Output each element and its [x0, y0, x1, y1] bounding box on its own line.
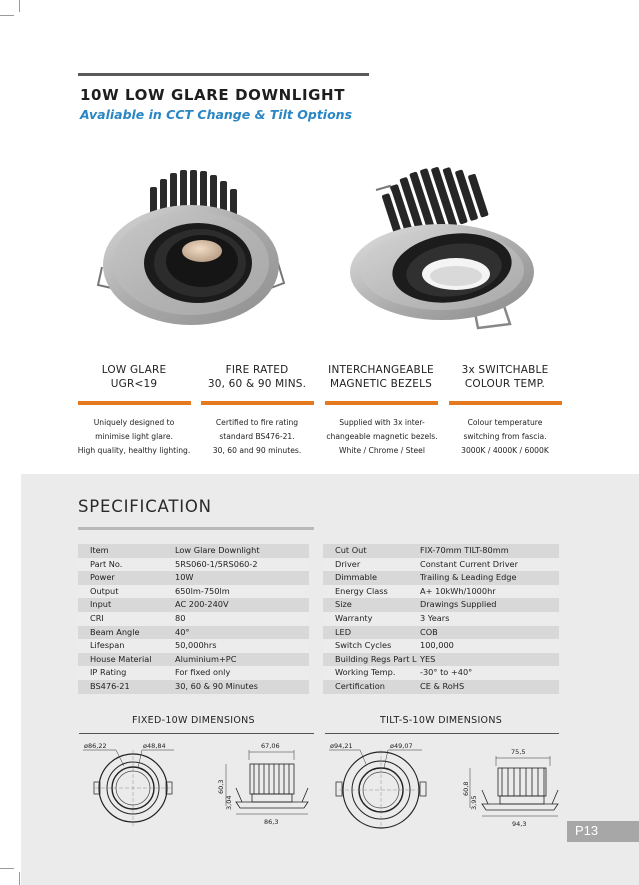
fixed-base-width-label: 86,3 — [264, 818, 279, 826]
feature-title-fire-rated — [199, 363, 315, 391]
feature-title-low-glare — [76, 363, 192, 391]
spec-key: Building Regs Part L — [335, 653, 417, 664]
spec-value: YES — [420, 653, 436, 664]
spec-value: AC 200-240V — [175, 599, 229, 610]
feature-desc-line: switching from fascia. — [463, 432, 547, 441]
spec-value: -30° to +40° — [420, 667, 473, 678]
feature-description — [71, 416, 197, 458]
table-row — [323, 626, 559, 640]
table-row — [78, 544, 309, 558]
table-row — [78, 571, 309, 585]
table-row — [323, 558, 559, 572]
table-row — [323, 680, 559, 694]
feature-title-bezels — [323, 363, 439, 391]
table-row — [78, 626, 309, 640]
crop-mark — [0, 868, 14, 869]
feature-title-line: FIRE RATED — [225, 364, 289, 376]
spec-key: IP Rating — [90, 667, 127, 678]
spec-table-right — [323, 544, 559, 694]
page-title: 10W LOW GLARE DOWNLIGHT — [80, 86, 346, 104]
feature-desc-line: High quality, healthy lighting. — [77, 446, 191, 455]
feature-desc-line: 3000K / 4000K / 6000K — [461, 446, 549, 455]
spec-value: 650lm-750lm — [175, 585, 230, 596]
spec-key: Lifespan — [90, 640, 125, 651]
feature-divider — [449, 401, 562, 405]
spec-value: Low Glare Downlight — [175, 545, 260, 555]
header-rule — [78, 73, 369, 76]
spec-key: Driver — [335, 558, 361, 569]
fixed-flange-label: 3,04 — [225, 795, 233, 810]
tilt-base-width-label: 94,3 — [512, 820, 527, 828]
feature-title-line: COLOUR TEMP. — [464, 378, 546, 390]
table-row — [323, 571, 559, 585]
feature-desc-line: Supplied with 3x inter- — [339, 418, 425, 427]
crop-mark — [19, 0, 20, 12]
spec-key: Part No. — [90, 558, 123, 569]
spec-key: LED — [335, 626, 352, 637]
table-row — [323, 653, 559, 667]
table-row — [323, 598, 559, 612]
feature-desc-line: White / Chrome / Steel — [339, 446, 425, 455]
spec-value: 100,000 — [420, 640, 454, 651]
spec-key: Size — [335, 599, 352, 610]
fixed-top-width-label: 67,06 — [261, 742, 280, 750]
page-number: P13 — [575, 823, 599, 838]
spec-value: 80 — [175, 612, 186, 623]
page-subtitle: Avaliable in CCT Change & Tilt Options — [80, 107, 353, 122]
spec-key: Switch Cycles — [335, 640, 392, 651]
tilt-downlight-photo — [342, 160, 547, 340]
feature-desc-line: Uniquely designed to — [93, 418, 175, 427]
feature-desc-line: 30, 60 and 90 minutes. — [212, 446, 302, 455]
spec-value: Trailing & Leading Edge — [420, 572, 517, 583]
fixed-front-view-drawing — [80, 738, 192, 828]
fixed-dimensions-rule — [79, 733, 314, 734]
feature-description — [319, 416, 445, 458]
table-row — [78, 680, 309, 694]
crop-mark — [0, 15, 14, 16]
spec-value: 50,000hrs — [175, 640, 217, 651]
table-row — [323, 585, 559, 599]
tilt-inner-diameter-label: ø49,07 — [390, 742, 413, 750]
spec-table-left — [78, 544, 309, 694]
tilt-front-view-drawing — [326, 738, 444, 830]
table-row — [78, 666, 309, 680]
spec-value: 5RS060-1/5RS060-2 — [175, 558, 258, 569]
spec-value: 40° — [175, 626, 190, 637]
spec-key: Cut Out — [335, 545, 367, 555]
feature-desc-line: changeable magnetic bezels. — [326, 432, 438, 441]
tilt-flange-label: 3,95 — [470, 795, 478, 810]
feature-divider — [325, 401, 438, 405]
spec-key: Certification — [335, 680, 385, 691]
spec-key: Input — [90, 599, 112, 610]
feature-desc-line: Certified to fire rating — [215, 418, 299, 427]
spec-value: For fixed only — [175, 667, 231, 678]
feature-title-line: 3x SWITCHABLE — [461, 364, 549, 376]
feature-desc-line: Colour temperature — [467, 418, 543, 427]
feature-title-colour-temp — [447, 363, 563, 391]
tilt-dimensions-rule — [325, 733, 559, 734]
spec-value: FIX-70mm TILT-80mm — [420, 545, 509, 555]
feature-title-line: MAGNETIC BEZELS — [329, 378, 433, 390]
spec-key: Energy Class — [335, 585, 388, 596]
tilt-dimensions-title: TILT-S-10W DIMENSIONS — [380, 715, 503, 726]
tilt-side-view-drawing — [458, 744, 562, 832]
tilt-outer-diameter-label: ø94,21 — [330, 742, 353, 750]
spec-value: Drawings Supplied — [420, 599, 497, 610]
feature-desc-line: standard BS476-21. — [219, 432, 295, 441]
table-row — [78, 653, 309, 667]
feature-title-line: 30, 60 & 90 MINS. — [207, 378, 307, 390]
table-row — [323, 544, 559, 558]
table-row — [323, 666, 559, 680]
fixed-downlight-photo — [88, 165, 293, 340]
spec-value: COB — [420, 626, 438, 637]
feature-title-line: UGR<19 — [110, 378, 158, 390]
spec-key: Beam Angle — [90, 626, 140, 637]
tilt-height-label: 60,8 — [462, 781, 470, 796]
spec-key: Warranty — [335, 612, 373, 623]
table-row — [323, 612, 559, 626]
spec-value: 3 Years — [420, 612, 450, 623]
table-row — [78, 598, 309, 612]
spec-key: CRI — [90, 612, 104, 623]
spec-value: Constant Current Driver — [420, 558, 518, 569]
fixed-outer-diameter-label: ø86,22 — [84, 742, 107, 750]
spec-value: CE & RoHS — [420, 680, 465, 691]
spec-value: 10W — [175, 572, 194, 583]
spec-key: Working Temp. — [335, 667, 396, 678]
fixed-side-view-drawing — [214, 738, 314, 828]
spec-key: House Material — [90, 653, 152, 664]
spec-key: Power — [90, 572, 115, 583]
fixed-height-label: 60,3 — [217, 779, 225, 794]
spec-key: Dimmable — [335, 572, 378, 583]
tilt-top-width-label: 75,5 — [511, 748, 526, 756]
feature-description — [194, 416, 320, 458]
feature-desc-line: minimise light glare. — [95, 432, 173, 441]
table-row — [78, 585, 309, 599]
spec-value: A+ 10kWh/1000hr — [420, 585, 496, 596]
fixed-inner-diameter-label: ø48,84 — [143, 742, 166, 750]
fixed-dimensions-title: FIXED-10W DIMENSIONS — [132, 715, 255, 726]
crop-mark — [19, 872, 20, 885]
specification-rule — [78, 527, 314, 530]
feature-title-line: INTERCHANGEABLE — [328, 364, 434, 376]
feature-title-line: LOW GLARE — [101, 364, 167, 376]
feature-divider — [201, 401, 314, 405]
specification-title: SPECIFICATION — [78, 497, 212, 516]
table-row — [323, 639, 559, 653]
table-row — [78, 612, 309, 626]
table-row — [78, 639, 309, 653]
spec-key: BS476-21 — [90, 680, 130, 691]
feature-description — [442, 416, 568, 458]
spec-value: 30, 60 & 90 Minutes — [175, 680, 258, 691]
spec-key: Output — [90, 585, 119, 596]
spec-key: Item — [90, 545, 109, 555]
feature-divider — [78, 401, 191, 405]
spec-value: Aluminium+PC — [175, 653, 237, 664]
table-row — [78, 558, 309, 572]
